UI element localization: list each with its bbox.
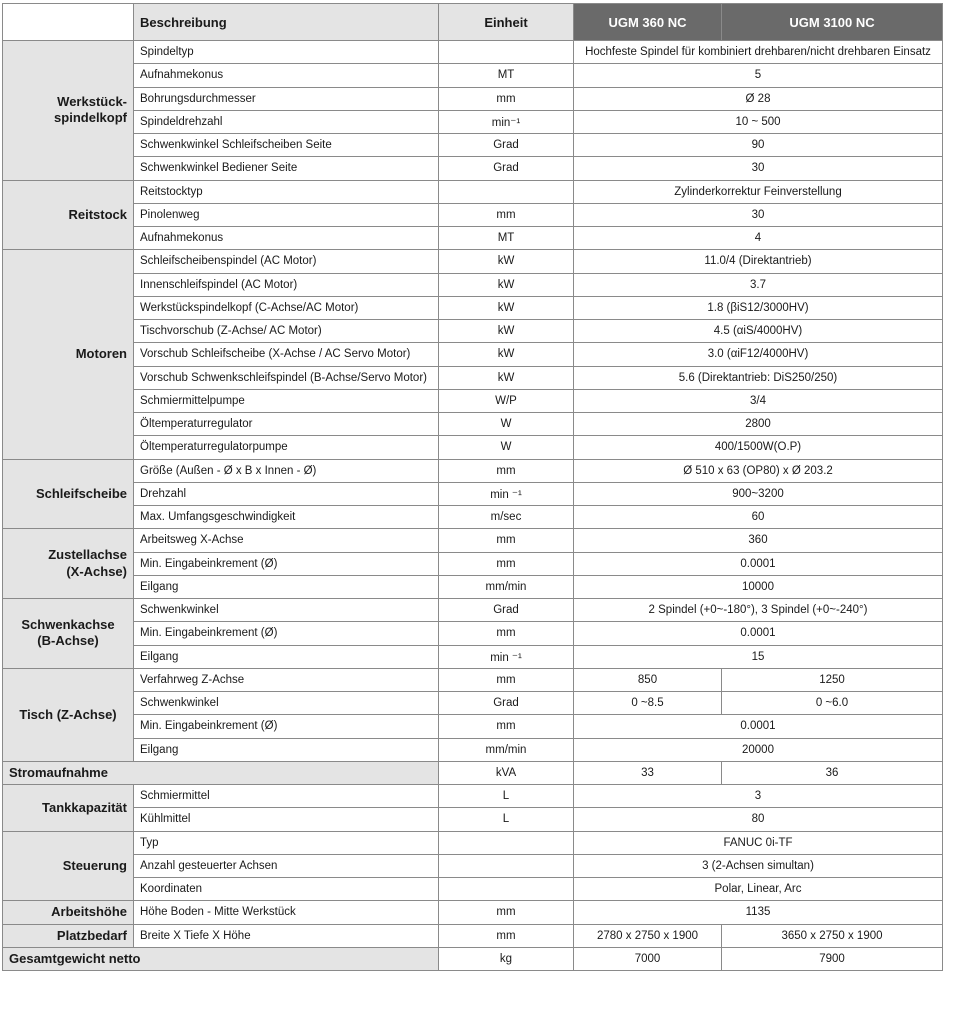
table-row [3, 599, 943, 622]
spec-value-shared: Zylinderkorrektur Feinverstellung [574, 180, 943, 203]
spec-unit: mm [439, 668, 574, 691]
table-row [3, 320, 943, 343]
header-model-ugm-3100-nc: UGM 3100 NC [722, 4, 943, 41]
spec-unit: min ⁻¹ [439, 645, 574, 668]
group-label: Tisch (Z-Achse) [3, 668, 134, 761]
table-body [3, 41, 943, 971]
spec-description: Vorschub Schleifscheibe (X-Achse / AC Servo Motor) [134, 343, 439, 366]
spec-value-shared: 80 [574, 808, 943, 831]
group-label: Motoren [3, 250, 134, 459]
table-row [3, 482, 943, 505]
spec-table [2, 3, 943, 971]
spec-description: Kühlmittel [134, 808, 439, 831]
spec-description: Koordinaten [134, 878, 439, 901]
spec-value-shared: 30 [574, 203, 943, 226]
spec-unit [439, 878, 574, 901]
spec-value-shared: 3/4 [574, 389, 943, 412]
group-label: Gesamtgewicht netto [3, 947, 439, 970]
spec-unit: mm [439, 552, 574, 575]
table-row [3, 296, 943, 319]
spec-value-ugm-3100-nc: 36 [722, 761, 943, 784]
spec-value-shared: 3.0 (αiF12/4000HV) [574, 343, 943, 366]
spec-unit: kW [439, 273, 574, 296]
spec-value-shared: 11.0/4 (Direktantrieb) [574, 250, 943, 273]
table-row [3, 203, 943, 226]
spec-description: Höhe Boden - Mitte Werkstück [134, 901, 439, 924]
table-row [3, 64, 943, 87]
spec-description: Schmiermittelpumpe [134, 389, 439, 412]
table-header [3, 4, 943, 41]
spec-unit: mm/min [439, 575, 574, 598]
spec-description: Aufnahmekonus [134, 227, 439, 250]
table-row [3, 785, 943, 808]
table-row [3, 459, 943, 482]
table-row [3, 878, 943, 901]
header-row [3, 4, 943, 41]
spec-description: Max. Umfangsgeschwindigkeit [134, 506, 439, 529]
group-label: Zustellachse (X-Achse) [3, 529, 134, 599]
spec-value-shared: 30 [574, 157, 943, 180]
spec-description: Werkstückspindelkopf (C-Achse/AC Motor) [134, 296, 439, 319]
table-row [3, 506, 943, 529]
table-row [3, 250, 943, 273]
header-model-ugm-360-nc: UGM 360 NC [574, 4, 722, 41]
spec-description: Schwenkwinkel Bediener Seite [134, 157, 439, 180]
spec-value-ugm-3100-nc: 7900 [722, 947, 943, 970]
spec-value-shared: 3 (2-Achsen simultan) [574, 854, 943, 877]
group-label: Platzbedarf [3, 924, 134, 947]
spec-unit [439, 831, 574, 854]
spec-value-shared: 5.6 (Direktantrieb: DiS250/250) [574, 366, 943, 389]
table-row [3, 529, 943, 552]
spec-value-shared: 2800 [574, 413, 943, 436]
spec-unit [439, 41, 574, 64]
table-row [3, 622, 943, 645]
spec-description: Innenschleifspindel (AC Motor) [134, 273, 439, 296]
table-row [3, 715, 943, 738]
spec-description: Eilgang [134, 645, 439, 668]
spec-value-ugm-360-nc: 33 [574, 761, 722, 784]
spec-value-shared: 3 [574, 785, 943, 808]
group-label: Stromaufnahme [3, 761, 439, 784]
table-row [3, 110, 943, 133]
spec-unit: mm [439, 87, 574, 110]
spec-value-shared: 60 [574, 506, 943, 529]
spec-description: Schwenkwinkel Schleifscheiben Seite [134, 134, 439, 157]
spec-description: Eilgang [134, 738, 439, 761]
group-label: Reitstock [3, 180, 134, 250]
spec-value-ugm-360-nc: 2780 x 2750 x 1900 [574, 924, 722, 947]
table-row [3, 134, 943, 157]
spec-value-ugm-3100-nc: 0 ~6.0 [722, 692, 943, 715]
spec-value-shared: 2 Spindel (+0~-180°), 3 Spindel (+0~-240°) [574, 599, 943, 622]
spec-description: Tischvorschub (Z-Achse/ AC Motor) [134, 320, 439, 343]
header-description: Beschreibung [134, 4, 439, 41]
table-row [3, 87, 943, 110]
spec-description: Öltemperaturregulatorpumpe [134, 436, 439, 459]
spec-value-ugm-3100-nc: 3650 x 2750 x 1900 [722, 924, 943, 947]
spec-value-shared: 900~3200 [574, 482, 943, 505]
spec-value-shared: 3.7 [574, 273, 943, 296]
table-row [3, 575, 943, 598]
spec-value-shared: 4.5 (αiS/4000HV) [574, 320, 943, 343]
spec-description: Eilgang [134, 575, 439, 598]
table-row [3, 366, 943, 389]
spec-value-shared: Ø 28 [574, 87, 943, 110]
spec-value-shared: 10 ~ 500 [574, 110, 943, 133]
table-row [3, 552, 943, 575]
spec-description: Aufnahmekonus [134, 64, 439, 87]
spec-unit [439, 180, 574, 203]
table-row [3, 947, 943, 970]
spec-unit: kW [439, 250, 574, 273]
spec-description: Verfahrweg Z-Achse [134, 668, 439, 691]
spec-value-shared: 90 [574, 134, 943, 157]
header-unit: Einheit [439, 4, 574, 41]
group-label: Werkstück- spindelkopf [3, 41, 134, 181]
spec-unit: mm [439, 529, 574, 552]
spec-value-shared: 0.0001 [574, 552, 943, 575]
table-row [3, 41, 943, 64]
spec-unit [439, 854, 574, 877]
spec-unit: kg [439, 947, 574, 970]
spec-unit: mm/min [439, 738, 574, 761]
spec-value-ugm-360-nc: 7000 [574, 947, 722, 970]
spec-unit: W [439, 436, 574, 459]
spec-unit: mm [439, 459, 574, 482]
spec-description: Reitstocktyp [134, 180, 439, 203]
table-row [3, 157, 943, 180]
spec-value-ugm-360-nc: 0 ~8.5 [574, 692, 722, 715]
group-label: Steuerung [3, 831, 134, 901]
spec-value-shared: 15 [574, 645, 943, 668]
spec-description: Min. Eingabeinkrement (Ø) [134, 552, 439, 575]
spec-value-shared: 4 [574, 227, 943, 250]
spec-description: Schmiermittel [134, 785, 439, 808]
spec-value-shared: 400/1500W(O.P) [574, 436, 943, 459]
spec-description: Breite X Tiefe X Höhe [134, 924, 439, 947]
spec-unit: kW [439, 296, 574, 319]
table-row [3, 924, 943, 947]
table-row [3, 854, 943, 877]
spec-description: Drehzahl [134, 482, 439, 505]
spec-unit: kVA [439, 761, 574, 784]
spec-description: Spindeldrehzahl [134, 110, 439, 133]
spec-value-shared: 0.0001 [574, 715, 943, 738]
spec-unit: kW [439, 366, 574, 389]
spec-value-ugm-360-nc: 850 [574, 668, 722, 691]
table-row [3, 831, 943, 854]
spec-unit: kW [439, 343, 574, 366]
spec-description: Arbeitsweg X-Achse [134, 529, 439, 552]
spec-unit: m/sec [439, 506, 574, 529]
spec-unit: mm [439, 924, 574, 947]
spec-value-shared: FANUC 0i-TF [574, 831, 943, 854]
spec-value-shared: 0.0001 [574, 622, 943, 645]
group-label: Arbeitshöhe [3, 901, 134, 924]
spec-value-shared: 20000 [574, 738, 943, 761]
spec-unit: Grad [439, 599, 574, 622]
spec-unit: L [439, 785, 574, 808]
table-row [3, 273, 943, 296]
header-corner-cell [3, 4, 134, 41]
spec-value-shared: 10000 [574, 575, 943, 598]
spec-description: Schwenkwinkel [134, 692, 439, 715]
group-label: Schwenkachse (B-Achse) [3, 599, 134, 669]
spec-description: Öltemperaturregulator [134, 413, 439, 436]
spec-unit: L [439, 808, 574, 831]
spec-description: Anzahl gesteuerter Achsen [134, 854, 439, 877]
spec-unit: W/P [439, 389, 574, 412]
spec-unit: mm [439, 203, 574, 226]
spec-description: Spindeltyp [134, 41, 439, 64]
spec-value-shared: 1135 [574, 901, 943, 924]
group-label: Schleifscheibe [3, 459, 134, 529]
spec-unit: min ⁻¹ [439, 482, 574, 505]
spec-unit: MT [439, 227, 574, 250]
table-row [3, 761, 943, 784]
table-row [3, 343, 943, 366]
spec-description: Schwenkwinkel [134, 599, 439, 622]
spec-unit: mm [439, 622, 574, 645]
table-row [3, 436, 943, 459]
spec-unit: kW [439, 320, 574, 343]
spec-unit: Grad [439, 157, 574, 180]
table-row [3, 413, 943, 436]
spec-description: Min. Eingabeinkrement (Ø) [134, 622, 439, 645]
spec-value-ugm-3100-nc: 1250 [722, 668, 943, 691]
table-row [3, 738, 943, 761]
spec-description: Pinolenweg [134, 203, 439, 226]
spec-unit: mm [439, 715, 574, 738]
spec-value-shared: 5 [574, 64, 943, 87]
spec-value-shared: 360 [574, 529, 943, 552]
table-row [3, 227, 943, 250]
spec-description: Min. Eingabeinkrement (Ø) [134, 715, 439, 738]
spec-unit: MT [439, 64, 574, 87]
spec-value-shared: 1.8 (βiS12/3000HV) [574, 296, 943, 319]
table-row [3, 645, 943, 668]
spec-value-shared: Polar, Linear, Arc [574, 878, 943, 901]
table-row [3, 808, 943, 831]
spec-description: Bohrungsdurchmesser [134, 87, 439, 110]
table-row [3, 901, 943, 924]
table-row [3, 389, 943, 412]
table-row [3, 180, 943, 203]
spec-value-shared: Hochfeste Spindel für kombiniert drehbaren/nicht drehbaren Einsatz [574, 41, 943, 64]
spec-description: Typ [134, 831, 439, 854]
spec-unit: mm [439, 901, 574, 924]
spec-unit: Grad [439, 692, 574, 715]
spec-unit: min⁻¹ [439, 110, 574, 133]
spec-value-shared: Ø 510 x 63 (OP80) x Ø 203.2 [574, 459, 943, 482]
table-row [3, 668, 943, 691]
spec-description: Schleifscheibenspindel (AC Motor) [134, 250, 439, 273]
spec-description: Größe (Außen - Ø x B x Innen - Ø) [134, 459, 439, 482]
spec-unit: Grad [439, 134, 574, 157]
spec-description: Vorschub Schwenkschleifspindel (B-Achse/Servo Motor) [134, 366, 439, 389]
table-row [3, 692, 943, 715]
group-label: Tankkapazität [3, 785, 134, 832]
spec-unit: W [439, 413, 574, 436]
